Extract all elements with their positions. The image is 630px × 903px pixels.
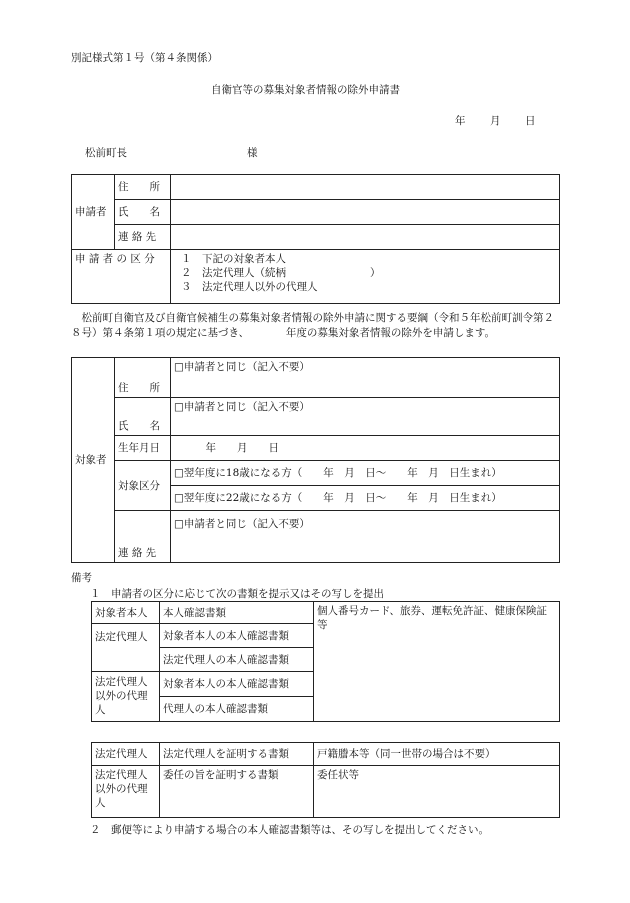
applicant-table xyxy=(71,174,560,304)
page-title: 自衛官等の募集対象者情報の除外申請書 xyxy=(211,84,400,96)
declaration-paragraph: 松前町自衛官及び自衛官候補生の募集対象者情報の除外申請に関する要綱（令和５年松前町訓令第２８号）第４条第１項の規定に基づき、 年度の募集対象者情報の除外を申請します。 xyxy=(71,312,554,339)
doc2-legal-rep-label: 法定代理人 xyxy=(92,743,160,766)
date-day-label: 日 xyxy=(525,115,536,127)
form-number: 別記様式第１号（第４条関係） xyxy=(71,52,218,64)
target-address-same-checkbox[interactable]: □申請者と同じ（記入不要） xyxy=(174,361,310,373)
target-category-label: 対象区分 xyxy=(115,461,171,511)
doc2-proof-example: 戸籍謄本等（同一世帯の場合は不要） xyxy=(314,743,560,766)
applicant-name-field[interactable] xyxy=(171,200,560,225)
target-contact-same-checkbox[interactable]: □申請者と同じ（記入不要） xyxy=(174,518,310,530)
target-dob-field[interactable]: 年 月 日 xyxy=(171,436,560,461)
doc-target-id-docs: 対象者本人の本人確認書類 xyxy=(160,624,314,648)
applicant-name-label: 氏 名 xyxy=(115,200,171,225)
target-name-same-checkbox[interactable]: □申請者と同じ（記入不要） xyxy=(174,401,310,413)
target-contact-field[interactable] xyxy=(171,511,560,563)
category-option-2[interactable]: ２ 法定代理人（続柄 ） xyxy=(181,267,381,279)
doc-agent-id-docs: 代理人の本人確認書類 xyxy=(160,697,314,722)
applicant-contact-field[interactable] xyxy=(171,225,560,250)
applicant-group-label: 申請者 xyxy=(72,175,115,250)
applicant-category-label: 申 請 者 の 区 分 xyxy=(72,250,171,304)
target-name-label: 氏 名 xyxy=(115,398,171,436)
applicant-address-label: 住 所 xyxy=(115,175,171,200)
target-contact-label: 連 絡 先 xyxy=(115,511,171,563)
remarks-heading: 備考 xyxy=(71,572,92,584)
applicant-address-field[interactable] xyxy=(171,175,560,200)
category-option-1[interactable]: １ 下記の対象者本人 xyxy=(181,253,286,265)
doc-legal-rep-label: 法定代理人 xyxy=(92,624,160,672)
honorific: 様 xyxy=(247,147,258,159)
target-dob-label: 生年月日 xyxy=(115,436,171,461)
target-address-field[interactable] xyxy=(171,358,560,398)
applicant-contact-label: 連 絡 先 xyxy=(115,225,171,250)
doc-target-id-docs-2: 対象者本人の本人確認書類 xyxy=(160,672,314,697)
doc2-delegation-doc: 委任の旨を証明する書類 xyxy=(160,766,314,818)
doc-legal-rep-id-docs: 法定代理人の本人確認書類 xyxy=(160,648,314,672)
target-group-label: 対象者 xyxy=(72,358,115,563)
date-month-label: 月 xyxy=(490,115,501,127)
remarks-item-1: １ 申請者の区分に応じて次の書類を提示又はその写しを提出 xyxy=(90,588,384,600)
doc-other-rep-label: 法定代理人以外の代理人 xyxy=(92,672,160,722)
addressee: 松前町長 xyxy=(85,147,127,159)
doc2-other-rep-label: 法定代理人以外の代理人 xyxy=(92,766,160,818)
target-address-label: 住 所 xyxy=(115,358,171,398)
target-name-field[interactable] xyxy=(171,398,560,436)
doc2-delegation-example: 委任状等 xyxy=(314,766,560,818)
applicant-category-options[interactable] xyxy=(171,250,560,304)
target-category-22-checkbox[interactable]: □翌年度に22歳になる方（ 年 月 日～ 年 月 日生まれ） xyxy=(171,486,560,511)
remarks-item-2: ２ 郵便等により申請する場合の本人確認書類等は、その写しを提出してください。 xyxy=(90,824,489,836)
target-table xyxy=(71,357,560,563)
date-year-label: 年 xyxy=(455,115,466,127)
target-category-18-checkbox[interactable]: □翌年度に18歳になる方（ 年 月 日～ 年 月 日生まれ） xyxy=(171,461,560,486)
doc2-proof-doc: 法定代理人を証明する書類 xyxy=(160,743,314,766)
documents-table-proof xyxy=(91,742,560,818)
category-option-3[interactable]: ３ 法定代理人以外の代理人 xyxy=(181,281,318,293)
documents-table-identity xyxy=(91,601,560,722)
doc-target-self-label: 対象者本人 xyxy=(92,602,160,624)
doc-id-docs-label: 本人確認書類 xyxy=(160,602,314,624)
doc-id-examples: 個人番号カード、旅券、運転免許証、健康保険証等 xyxy=(314,602,560,722)
